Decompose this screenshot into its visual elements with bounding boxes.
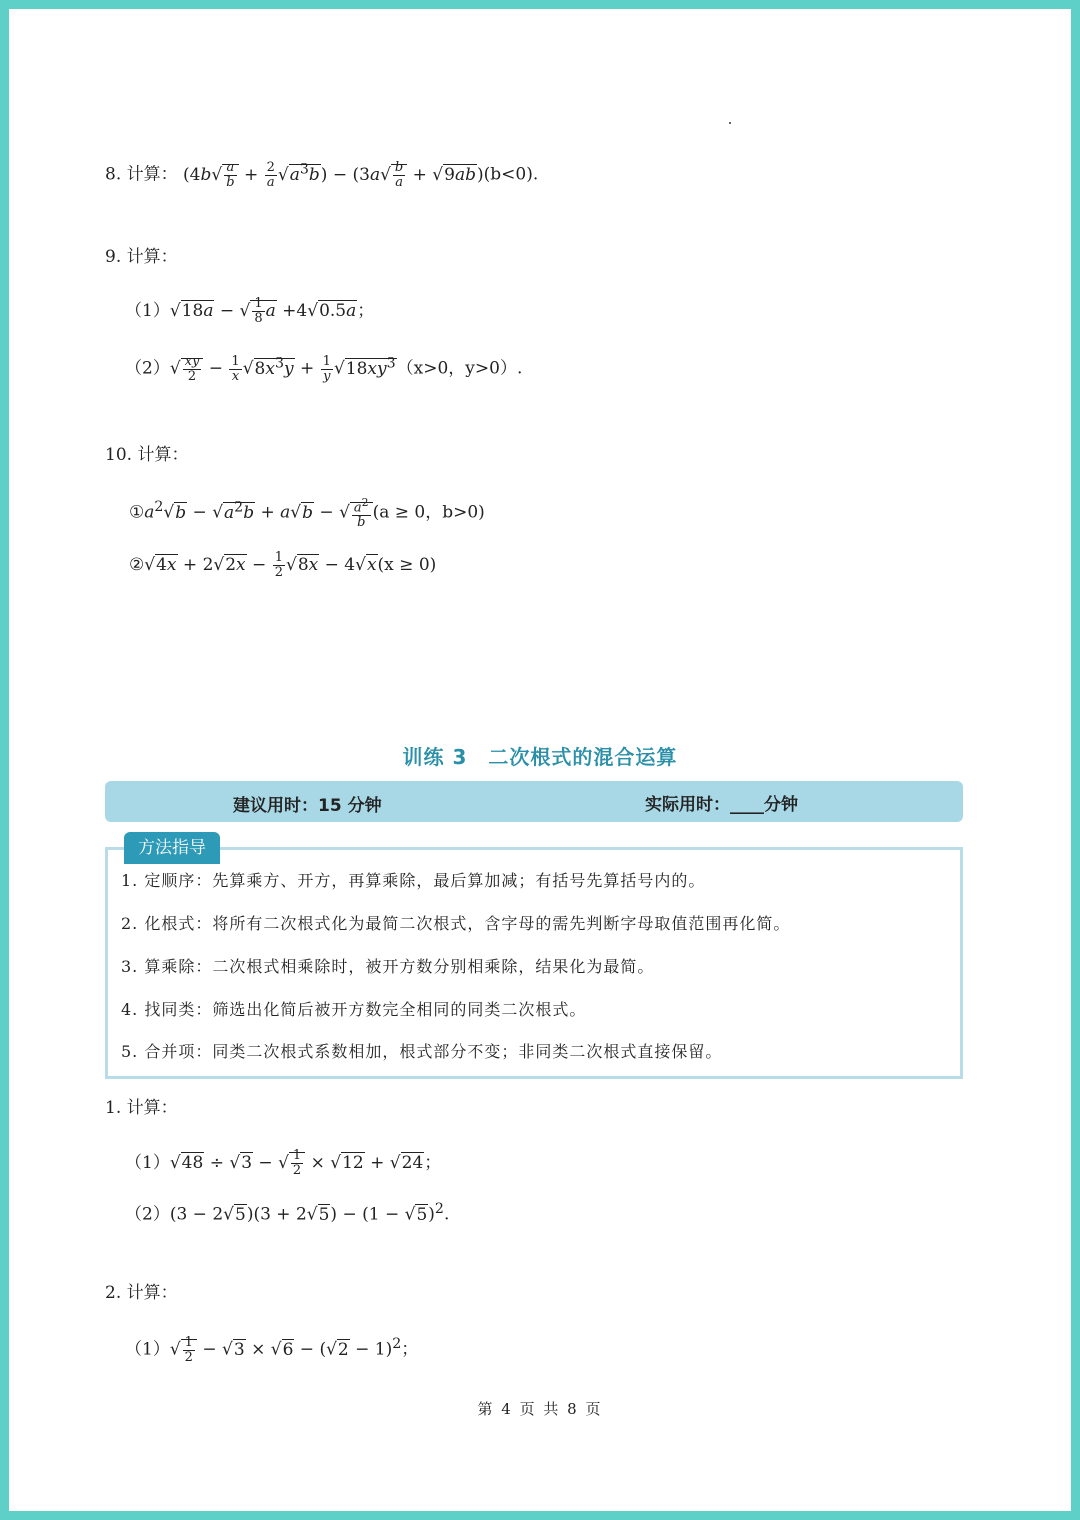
circled-number: ② (129, 555, 145, 575)
sub-tag: （2） (125, 358, 170, 379)
stray-dot (729, 122, 731, 124)
method-item: 2. 化根式：将所有二次根式化为最简二次根式，含字母的需先判断字母取值范围再化简。 (121, 914, 791, 933)
problem-8-expression: (4b√ $\frac{a}{b}$ + $\frac{2}{a}$ $√a^3b) - (3a√$ $\frac{b}{a}$ + √9ab) (183, 159, 484, 190)
problem-label: 计算： (137, 445, 189, 465)
exercise-1 (105, 1096, 178, 1120)
exercise-1-part-1: （1）√48 ÷ √3 − √ $\frac{1}{2}$ × √12 + √24； (125, 1148, 442, 1178)
method-item: 5. 合并项：同类二次根式系数相加，根式部分不变；非同类二次根式直接保留。 (121, 1042, 723, 1061)
problem-9 (105, 245, 178, 269)
problem-number: 10. (105, 445, 133, 465)
sub-tag: （1） (125, 1339, 170, 1360)
section-title: 训练 3 二次根式的混合运算 (402, 745, 678, 769)
problem-10-item-2: ②√4x + 2√2x − $\frac{1}{2}$ √8x − 4√x(x ≥ 0) (129, 550, 437, 580)
problem-label: 计算： (126, 1283, 178, 1303)
page-footer: 第 4 页 共 8 页 (477, 1400, 603, 1418)
problem-8-condition: (b<0). (483, 164, 539, 185)
problem-number: 2. (105, 1283, 122, 1303)
method-item: 1. 定顺序：先算乘方、开方，再算乘除，最后算加减；有括号先算括号内的。 (121, 871, 706, 890)
document-page (9, 9, 1071, 1511)
problem-number: 8. (105, 164, 122, 185)
time-bar (105, 781, 963, 822)
method-guide-tab: 方法指导 (124, 832, 220, 864)
method-item: 3. 算乘除：二次根式相乘除时，被开方数分别相乘除，结果化为最简。 (121, 957, 655, 976)
problem-number: 9. (105, 247, 122, 267)
problem-8 (105, 157, 538, 190)
item-1-condition: (a ≥ 0，b>0) (372, 502, 485, 523)
exercise-2-part-1: （1）√ $\frac{1}{2}$ − $√3 \times √6 - (√2 - 1)^2$； (125, 1334, 419, 1365)
item-2-condition: (x ≥ 0) (377, 555, 437, 575)
sub-tag: （1） (125, 1153, 170, 1173)
problem-9-part-1: （1）√18a − √ $\frac{1}{8}$ a +4√0.5a； (125, 296, 375, 326)
problem-9-condition: （x>0，y>0）. (396, 358, 523, 379)
problem-number: 1. (105, 1098, 122, 1118)
suggested-time: 建议用时：15 分钟 (233, 796, 382, 816)
sub-tag: （2） (125, 1204, 170, 1225)
sub-tag: （1） (125, 301, 170, 321)
problem-9-part-2: （2）√ $\frac{xy}{2}$ − $\frac{1}{x}$ $√8x^3y$ + $\frac{1}{y}$ $√18xy^3(x>0$，y>0）. (125, 353, 523, 384)
problem-label: 计算： (126, 1098, 178, 1118)
method-item: 4. 找同类：筛选出化简后被开方数完全相同的同类二次根式。 (121, 1000, 587, 1019)
exercise-2 (105, 1281, 178, 1305)
circled-number: ① (129, 502, 145, 523)
actual-time: 实际用时：____分钟 (645, 795, 798, 815)
exercise-1-part-2: $(2)(3 - 2√5)(3 + 2√5) - (1 - √5)^2$. (125, 1201, 450, 1225)
problem-10-item-1: $①a^2√b - √a^2b + a√b$ − √ $\frac{a^2}{b}$ (a ≥ 0，b>0) (129, 495, 485, 531)
problem-10 (105, 443, 188, 467)
problem-label: 计算： (126, 164, 178, 185)
problem-label: 计算： (126, 247, 178, 267)
